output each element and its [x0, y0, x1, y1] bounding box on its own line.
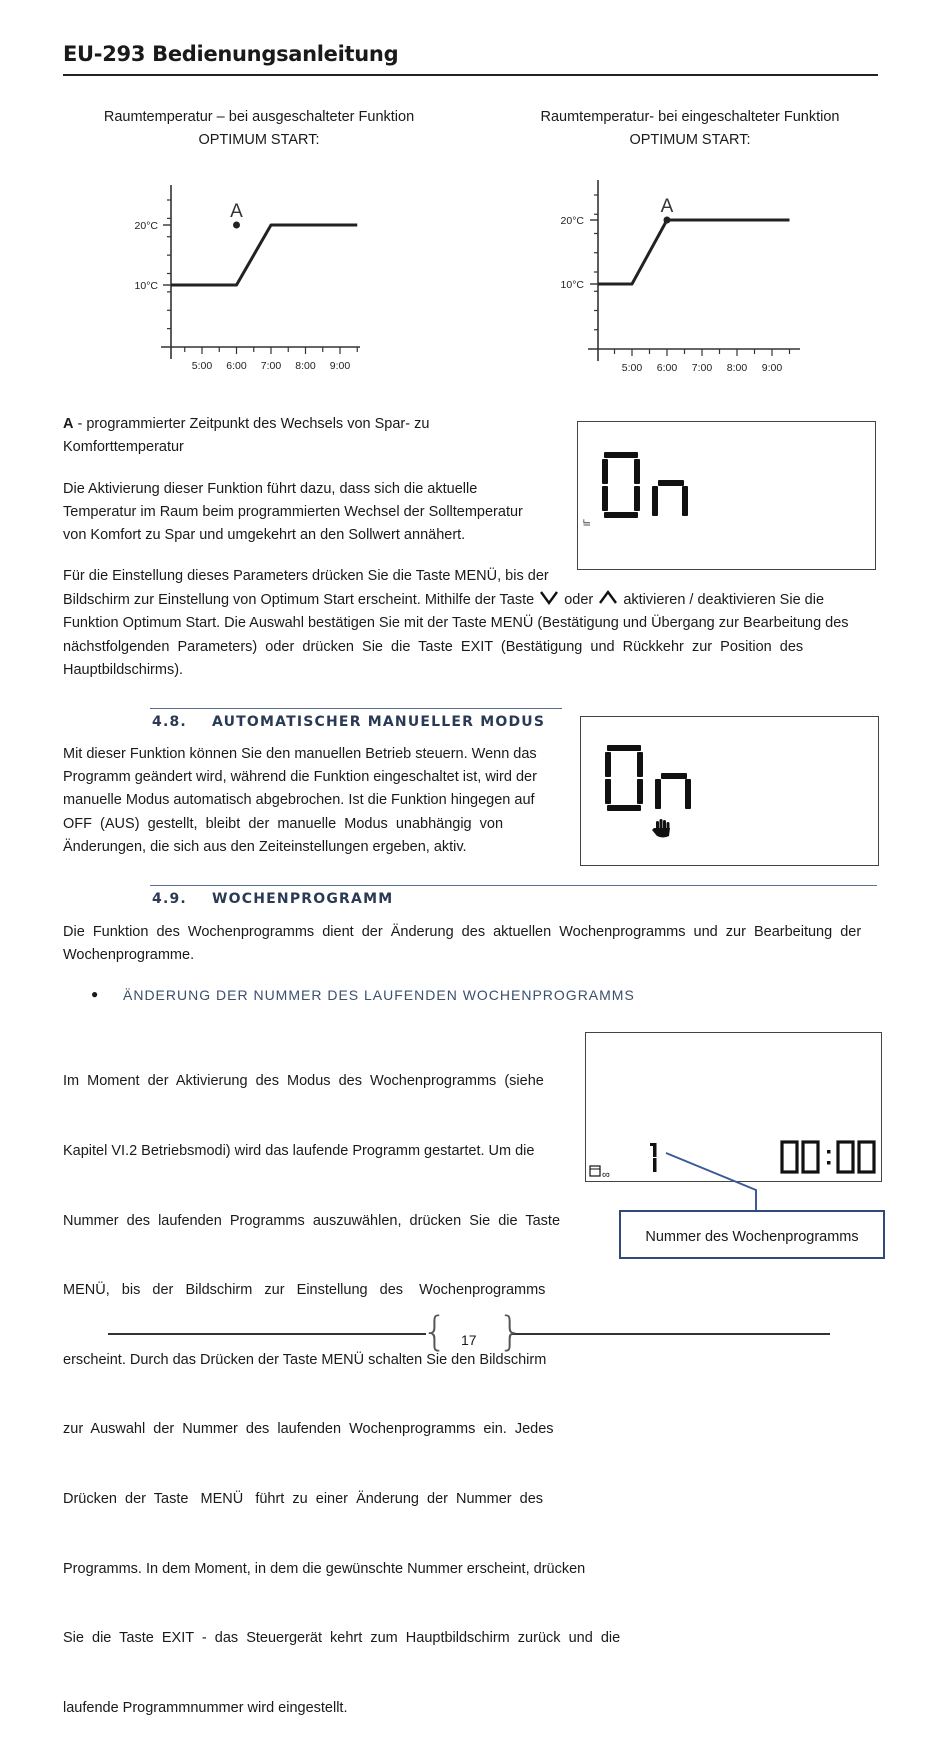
chart-left-caption-line2: OPTIMUM START:	[198, 132, 320, 148]
a-def-text2: Komforttemperatur	[63, 439, 184, 456]
optimum-paragraph-2	[63, 565, 875, 682]
x-tick-label: 5:00	[621, 362, 643, 374]
optimum-p2-line3: Funktion Optimum Start. Die Auswahl bestätigen Sie mit der Taste MENÜ (Bestätigung und Übergang zur Bearbeitung des	[63, 615, 849, 632]
chart-optimum-on	[561, 180, 800, 374]
marker-a-point	[233, 222, 240, 229]
section49-b5: erscheint. Durch das Drücken der Taste MENÜ schalten Sie den Bildschirm	[63, 1351, 547, 1368]
section48-line4: OFF (AUS) gestellt, bleibt der manuelle Modus unabhängig von	[63, 815, 504, 832]
lcd-optimum-start	[577, 421, 876, 570]
lcd-program-digit	[650, 1143, 657, 1172]
section48-line1: Mit dieser Funktion können Sie den manuellen Betrieb steuern. Wenn das	[63, 746, 537, 762]
optimum-p1-line1: Die Aktivierung dieser Funktion führt dazu, dass sich die aktuelle	[63, 481, 478, 497]
section48-body	[63, 743, 563, 859]
x-tick-label: 8:00	[295, 360, 316, 372]
chevron-down-icon	[538, 588, 560, 606]
section49-number: 4.9.	[152, 891, 187, 907]
page-title: EU-293 Bedienungsanleitung	[63, 42, 399, 66]
marker-a-point	[664, 217, 671, 224]
optimum-p2-line2b: oder	[564, 592, 598, 609]
lcd-manual-mode	[580, 716, 879, 866]
optimum-p2-line1: Für die Einstellung dieses Parameters drücken Sie die Taste MENÜ, bis der	[63, 568, 549, 584]
optimum-p2-line2	[63, 588, 875, 612]
x-tick-label: 8:00	[726, 362, 748, 374]
hand-icon	[652, 819, 670, 838]
a-def-text1: - programmierter Zeitpunkt des Wechsels von Spar- zu	[73, 416, 430, 432]
x-tick-label: 7:00	[691, 362, 713, 374]
section48-number: 4.8.	[152, 714, 187, 730]
section49-line1: Die Funktion des Wochenprogramms dient der Änderung des aktuellen Wochenprogramms und zur Bearbeitung der	[63, 924, 862, 940]
chart-optimum-off	[135, 185, 360, 372]
optimum-p2-line5: Hauptbildschirms).	[63, 661, 184, 678]
section49-b10: laufende Programmnummer wird eingestellt.	[63, 1699, 348, 1716]
lcd-week-program-svg	[586, 1033, 881, 1181]
chevron-up-icon	[597, 588, 619, 606]
section49-b7: Drücken der Taste MENÜ führt zu einer Änderung der Nummer des	[63, 1491, 544, 1508]
optimum-p2-line2c: aktivieren / deaktivieren Sie die	[623, 592, 825, 609]
footer-rule-left	[108, 1333, 426, 1335]
footer-rule-right	[512, 1333, 830, 1335]
section49-b9: Sie die Taste EXIT - das Steuergerät kehrt zum Hauptbildschirm zurück und die	[63, 1630, 621, 1647]
optimum-p2-line4: nächstfolgenden Parameters) oder drücken Sie die Taste EXIT (Bestätigung und Rückkehr zur Position des	[63, 638, 804, 655]
a-definition	[63, 413, 563, 459]
section49-line2: Wochenprogramme.	[63, 947, 195, 964]
section49-rule	[150, 885, 877, 886]
x-tick-label: 7:00	[260, 360, 282, 372]
x-tick-label: 6:00	[656, 362, 678, 374]
section49-b3: Nummer des laufenden Programms auszuwählen, drücken Sie die Taste	[63, 1212, 561, 1229]
chart-right-caption-line2: OPTIMUM START:	[629, 132, 751, 148]
optimum-p1-line2: Temperatur im Raum beim programmierten Wechsel der Solltemperatur	[63, 504, 523, 521]
optimum-p1-line3: von Komfort zu Spar und umgekehrt an den Sollwert annähert.	[63, 527, 466, 544]
section49-body	[63, 1024, 621, 1743]
charts-svg	[0, 0, 950, 400]
section48-line5: Änderungen, die sich aus den Zeiteinstellungen ergeben, aktiv.	[63, 838, 467, 855]
calendar-icon	[590, 1166, 600, 1176]
section49-b8: Programms. In dem Moment, in dem die gewünschte Nummer erscheint, drücken	[63, 1560, 586, 1577]
x-tick-label: 6:00	[226, 360, 247, 372]
section48-line3: manuelle Modus automatisch abgebrochen. Ist die Funktion hingegen auf	[63, 792, 535, 809]
optimum-p2-line2a: Bildschirm zur Einstellung von Optimum Start erscheint. Mithilfe der Taste	[63, 592, 535, 609]
section48-line2: Programm geändert wird, während die Funktion eingeschaltet ist, wird der	[63, 769, 537, 786]
y-tick-label: 10°C	[134, 280, 158, 292]
section49-b6: zur Auswahl der Nummer des laufenden Wochenprogramms ein. Jedes	[63, 1421, 554, 1438]
y-tick-label: 10°C	[560, 279, 584, 291]
section49-b4: MENÜ, bis der Bildschirm zur Einstellung des Wochenprogramms	[63, 1282, 546, 1299]
marker-a-label: A	[660, 196, 674, 217]
section48-title: AUTOMATISCHER MANUELLER MODUS	[212, 714, 546, 730]
footer-brace-right: }	[498, 1309, 524, 1355]
infinity-icon: ∞	[602, 1169, 610, 1181]
x-tick-label: 9:00	[761, 362, 783, 374]
bullet-dot: ●	[91, 987, 99, 1001]
svg-text:lΓ: lΓ	[582, 519, 592, 526]
callout-box: Nummer des Wochenprogramms	[619, 1210, 885, 1259]
lcd-time-digits	[782, 1142, 874, 1172]
y-tick-label: 20°C	[560, 215, 584, 227]
section48-rule	[150, 708, 562, 709]
chart-left-caption-line1: Raumtemperatur – bei ausgeschalteter Funktion	[103, 109, 415, 125]
a-letter: A	[63, 416, 74, 432]
x-tick-label: 9:00	[329, 360, 351, 372]
section49-title: WOCHENPROGRAMM	[212, 891, 394, 907]
section49-intro	[63, 921, 875, 967]
temperature-line	[598, 220, 790, 284]
section49-b2: Kapitel VI.2 Betriebsmodi) wird das laufende Programm gestartet. Um die	[63, 1143, 535, 1160]
marker-a-label: A	[230, 201, 243, 222]
y-tick-label: 20°C	[134, 220, 158, 232]
section49-b1: Im Moment der Aktivierung des Modus des Wochenprogramms (siehe	[63, 1073, 544, 1090]
lcd-week-program	[585, 1032, 882, 1182]
lcd-manual-mode-svg	[581, 717, 878, 865]
optimum-paragraph-1	[63, 478, 573, 548]
x-tick-label: 5:00	[191, 360, 213, 372]
lcd-optimum-start-svg	[578, 422, 875, 569]
chart-right-caption-line1: Raumtemperatur- bei eingeschalteter Funktion	[540, 109, 840, 125]
bullet-heading: ÄNDERUNG DER NUMMER DES LAUFENDEN WOCHENPROGRAMMS	[123, 987, 635, 1003]
footer-brace-left: {	[422, 1309, 448, 1355]
temperature-line	[171, 225, 357, 285]
page-number: 17	[461, 1332, 477, 1348]
